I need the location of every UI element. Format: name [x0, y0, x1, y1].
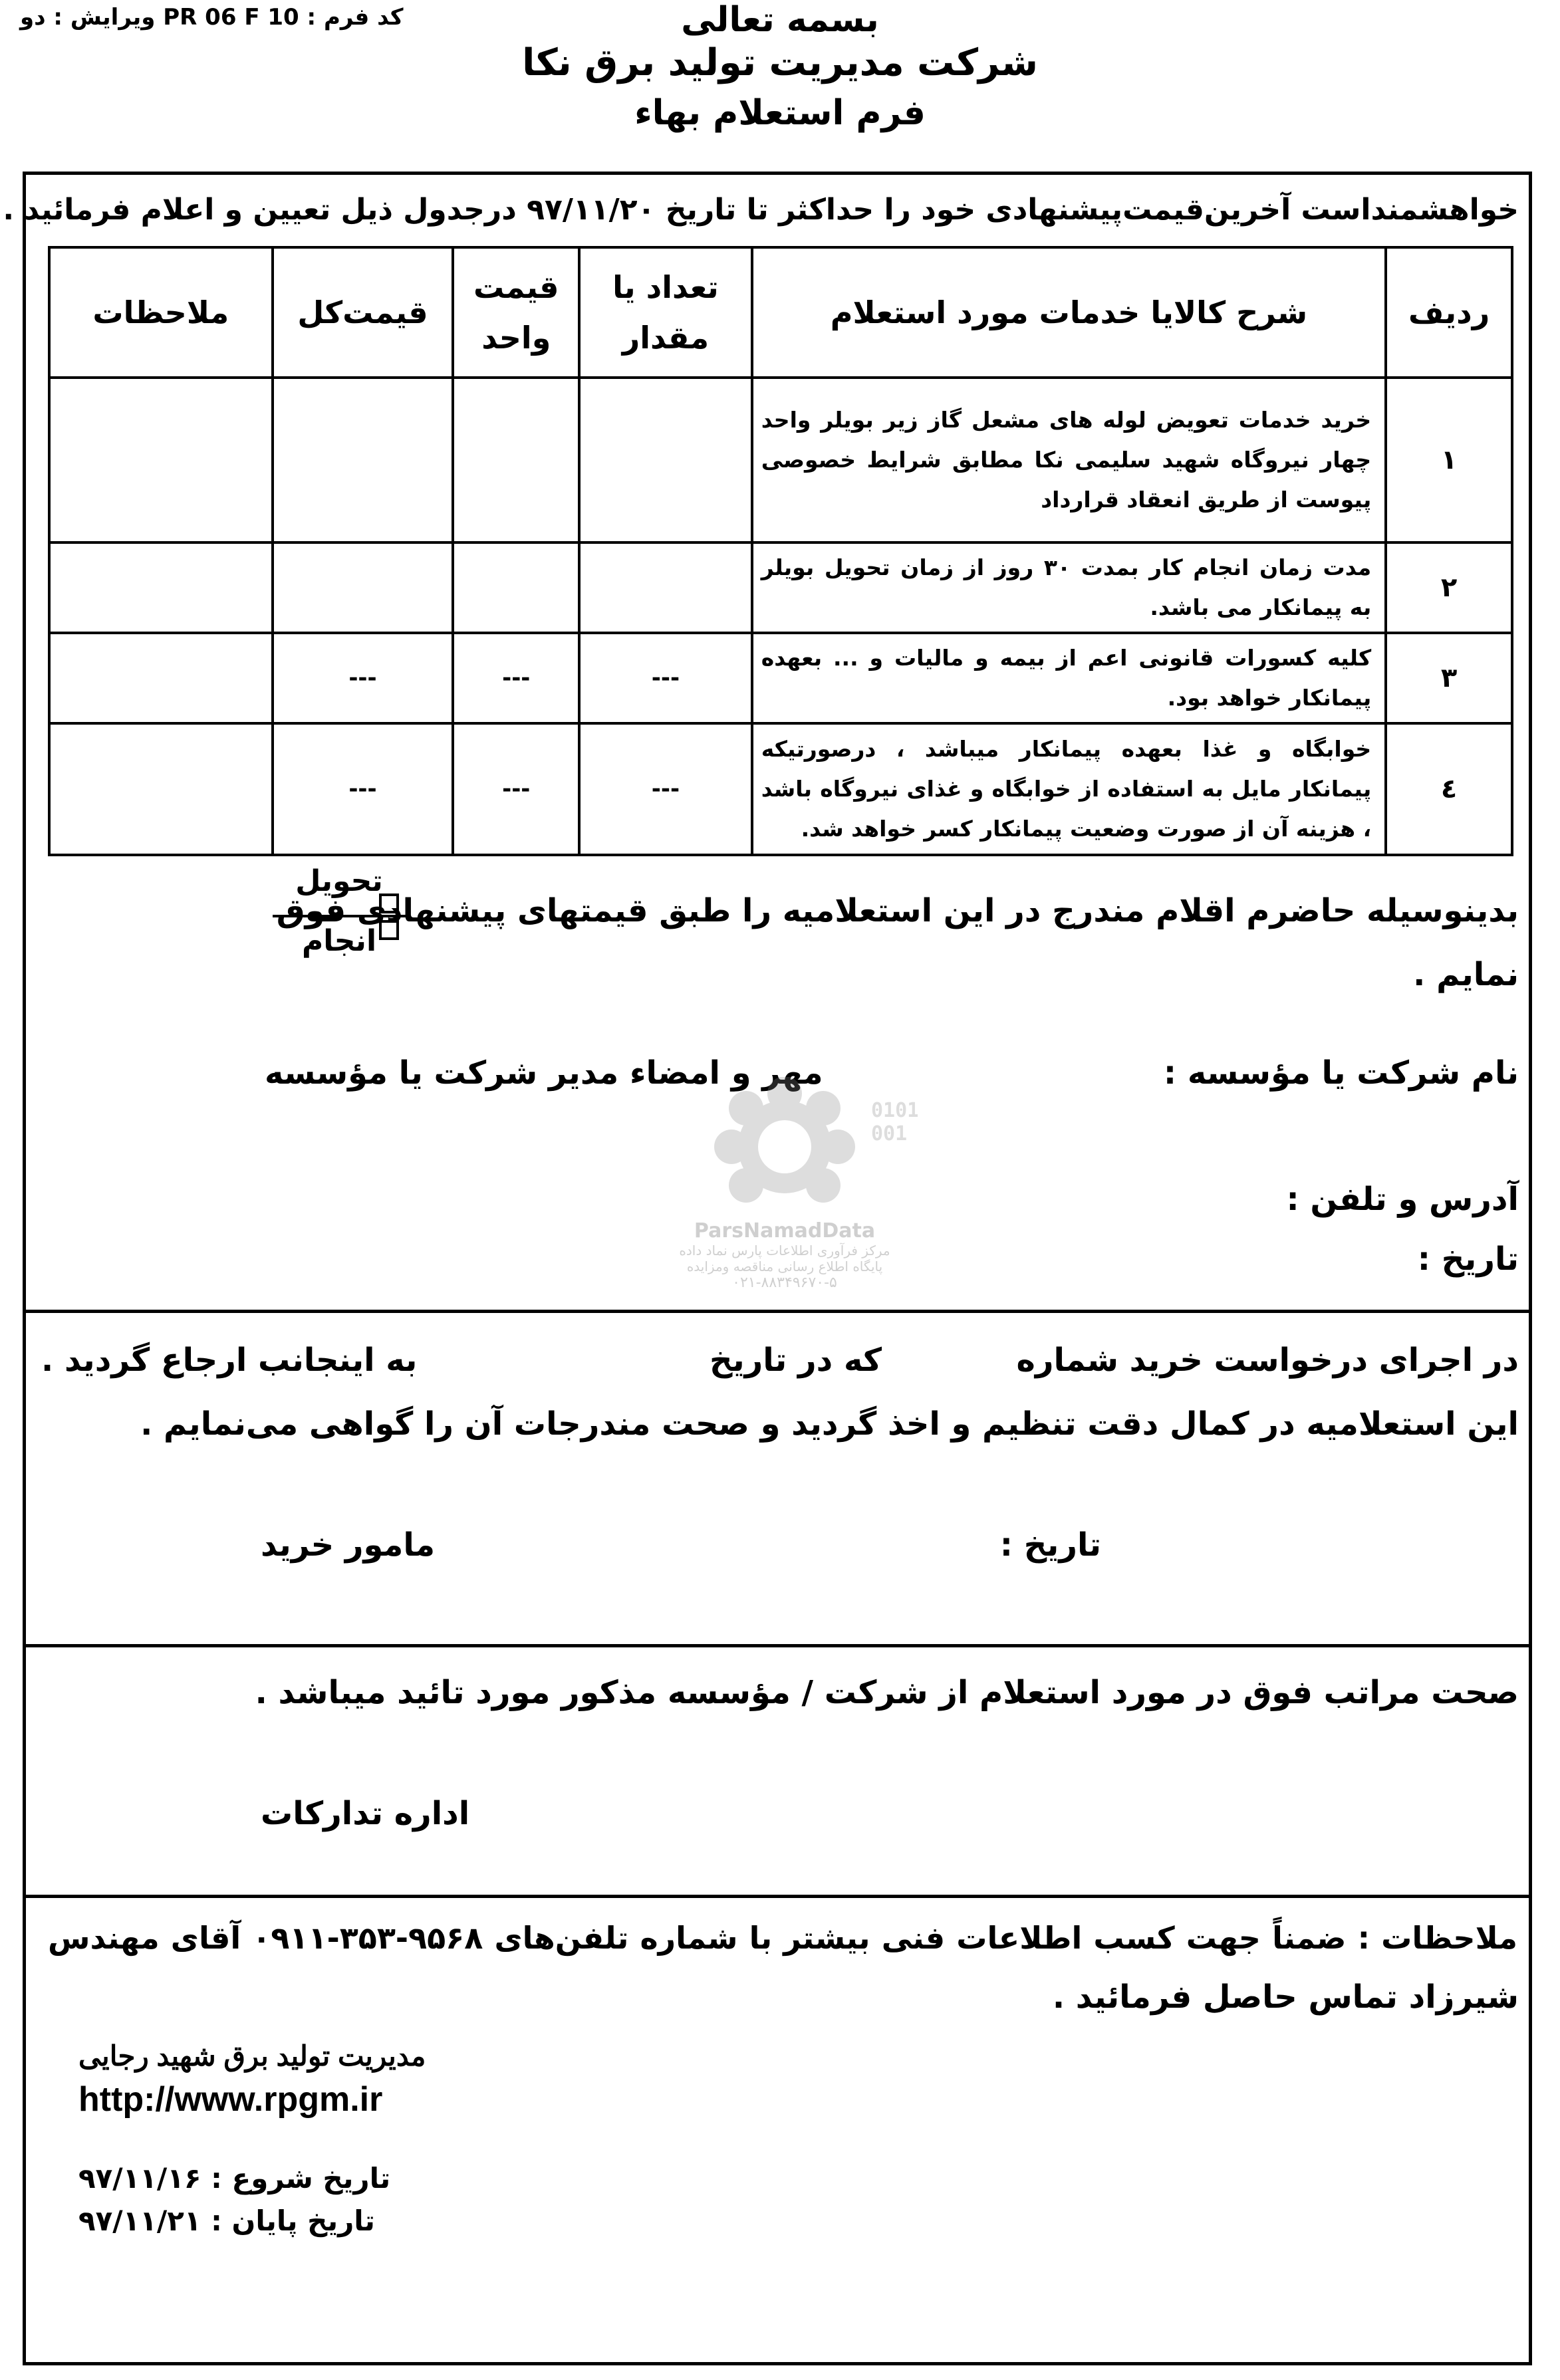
- intro-text: خواهشمنداست آخرین‌قیمت‌پیشنهادی خود را حداکثر تا تاریخ ۹۷/۱۱/۲۰ درجدول ذیل تعیین و اعلام فرمائید .: [3, 193, 1519, 227]
- svg-text:0101: 0101: [871, 1099, 918, 1122]
- purchase-date-label: تاریخ :: [999, 1526, 1101, 1564]
- row-unit-price: [453, 378, 579, 542]
- watermark-brand: ParsNamadData: [694, 1219, 876, 1243]
- row-notes: [49, 378, 273, 542]
- header-notes: ملاحظات: [49, 247, 273, 378]
- row-number: ٤: [1386, 723, 1512, 855]
- date-label: تاریخ :: [1417, 1241, 1519, 1278]
- header-row-number: ردیف: [1386, 247, 1512, 378]
- company-name-label: نام شرکت یا مؤسسه :: [1163, 1054, 1519, 1092]
- form-code: کد فرم : PR 06 F 10 ویرایش : دو: [20, 4, 404, 31]
- row-description: خوابگاه و غذا بعهده پیمانکار میباشد ، درصورتیکه پیمانکار مایل به استفاده از خوابگاه و غذای نیروگاه باشد ، هزینه آن از صورت وضعیت پیمانکار کسر خواهد شد.: [752, 723, 1386, 855]
- delivery-option-box: [273, 864, 406, 971]
- option-divider: [273, 915, 406, 917]
- footer-organization: مدیریت تولید برق شهید رجایی: [78, 2040, 426, 2072]
- header-total-price: قیمت‌کل: [273, 247, 454, 378]
- row-quantity: ---: [579, 633, 752, 723]
- bismillah-heading: بسمه تعالی: [681, 0, 879, 40]
- address-phone-label: آدرس و تلفن :: [1286, 1181, 1519, 1218]
- row-description: خرید خدمات تعویض لوله های مشعل گاز زیر بویلر واحد چهار نیروگاه شهید سلیمی نکا مطابق شرایط خصوصی پیوست از طریق انعقاد قرارداد: [752, 378, 1386, 542]
- seal-signature-label: مهر و امضاء مدیر شرکت یا مؤسسه: [265, 1054, 823, 1092]
- row-quantity: ---: [579, 723, 752, 855]
- row-total-price: ---: [273, 723, 454, 855]
- commitment-text-end: نمایم .: [1413, 956, 1519, 993]
- watermark-line1: مرکز فرآوری اطلاعات پارس نماد داده: [679, 1243, 890, 1258]
- row-quantity: [579, 378, 752, 542]
- table-header-row: [49, 247, 1512, 378]
- company-name: شرکت مدیریت تولید برق نکا: [522, 41, 1038, 84]
- row-number: ۳: [1386, 633, 1512, 723]
- watermark-phone: ۰۲۱-۸۸۳۴۹۶۷۰-۵: [732, 1274, 837, 1291]
- row-total-price: [273, 378, 454, 542]
- row-description: کلیه کسورات قانونی اعم از بیمه و مالیات و ... بعهده پیمانکار خواهد بود.: [752, 633, 1386, 723]
- notes-line-1: ملاحظات : ضمناً جهت کسب اطلاعات فنی بیشتر با شماره تلفن‌های ۹۵۶۸-۳۵۳-۰۹۱۱ آقای مهندس: [48, 1920, 1517, 1956]
- table-row: [49, 542, 1512, 633]
- section-divider: [23, 1644, 1532, 1647]
- row-unit-price: ---: [453, 723, 579, 855]
- row-notes: [49, 723, 273, 855]
- header-unit-price: قیمت واحد: [453, 247, 579, 378]
- row-number: ۲: [1386, 542, 1512, 633]
- purchase-referral-text: به اینجانب ارجاع گردید .: [41, 1342, 418, 1379]
- section-divider: [23, 1895, 1532, 1898]
- footer-start-date: تاریخ شروع : ۹۷/۱۱/۱۶: [78, 2162, 391, 2195]
- procurement-department: اداره تدارکات: [261, 1795, 470, 1832]
- approval-text: صحت مراتب فوق در مورد استعلام از شرکت / مؤسسه مذکور مورد تائید میباشد .: [255, 1674, 1519, 1711]
- row-unit-price: ---: [453, 633, 579, 723]
- row-total-price: ---: [273, 633, 454, 723]
- watermark-flower-icon: [652, 1077, 918, 1217]
- checkbox-icon[interactable]: [379, 893, 399, 913]
- row-unit-price: [453, 542, 579, 633]
- footer-end-date: تاریخ پایان : ۹۷/۱۱/۲۱: [78, 2204, 375, 2237]
- row-notes: [49, 542, 273, 633]
- items-table: [48, 246, 1513, 856]
- row-notes: [49, 633, 273, 723]
- row-quantity: [579, 542, 752, 633]
- row-description: مدت زمان انجام کار بمدت ۳۰ روز از زمان تحویل بویلر به پیمانکار می باشد.: [752, 542, 1386, 633]
- svg-text:001: 001: [871, 1122, 908, 1145]
- header-description: شرح کالایا خدمات مورد استعلام: [752, 247, 1386, 378]
- row-number: ۱: [1386, 378, 1512, 542]
- purchase-certify-text: این استعلامیه در کمال دقت تنظیم و اخذ گردید و صحت مندرجات آن را گواهی می‌نمایم .: [140, 1405, 1519, 1443]
- table-row: [49, 723, 1512, 855]
- row-total-price: [273, 542, 454, 633]
- table-row: [49, 378, 1512, 542]
- table-row: [49, 633, 1512, 723]
- purchase-officer-label: مامور خرید: [261, 1526, 436, 1564]
- watermark-line2: پایگاه اطلاع رسانی مناقصه ومزایده: [686, 1258, 883, 1274]
- footer-website-link[interactable]: http://www.rpgm.ir: [78, 2080, 383, 2119]
- form-title: فرم استعلام بهاء: [634, 93, 926, 133]
- watermark-logo: [652, 1077, 918, 1296]
- option-deliver: تحویل: [295, 864, 383, 898]
- section-divider: [23, 1310, 1532, 1313]
- commitment-text: بدینوسیله حاضرم اقلام مندرج در این استعلامیه را طبق قیمتهای پیشنهادی فوق: [276, 892, 1519, 929]
- purchase-request-text: در اجرای درخواست خرید شماره: [1016, 1342, 1519, 1379]
- purchase-date-text: که در تاریخ: [709, 1342, 882, 1379]
- option-perform: انجام: [301, 924, 377, 958]
- notes-line-2: شیرزاد تماس حاصل فرمائید .: [1052, 1978, 1519, 2016]
- header-quantity: تعداد یا مقدار: [579, 247, 752, 378]
